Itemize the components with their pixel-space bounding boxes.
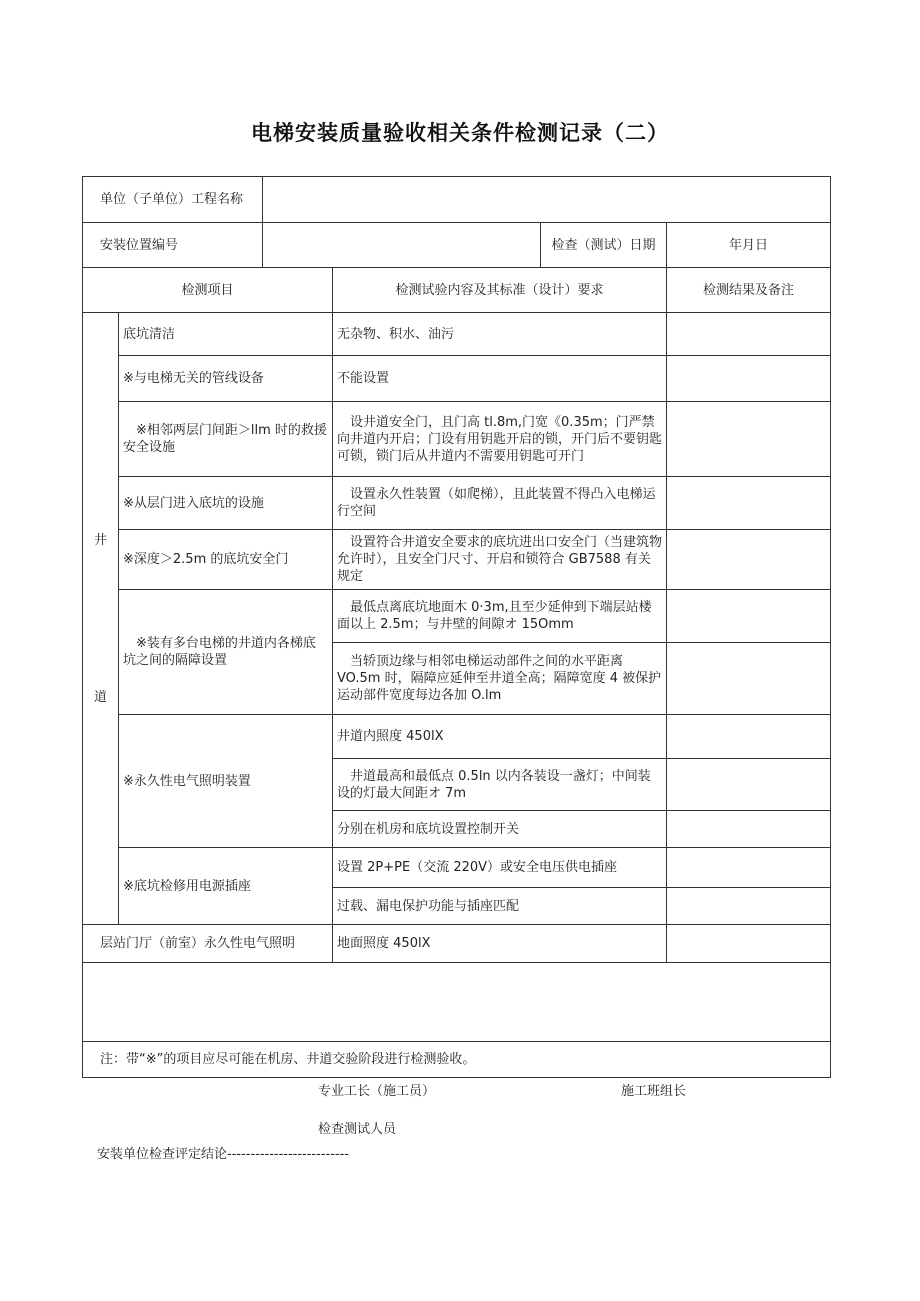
result-pit-door[interactable] xyxy=(667,530,831,590)
req-lighting-2: 井道最高和最低点 0.5ln 以内各装设一盏灯；中间装设的灯最大间距オ 7m xyxy=(333,759,667,811)
req-hall-lighting: 地面照度 450lX xyxy=(333,925,667,963)
result-lighting-1[interactable] xyxy=(667,715,831,759)
item-pit-clean: 底坑清洁 xyxy=(119,313,333,356)
item-rescue: ※相邻两层门间距＞llm 时的救援安全设施 xyxy=(119,402,333,477)
req-partition-1: 最低点离底坑地面木 0·3m,且至少延伸到下端层站楼面以上 2.5m；与井壁的间隙オ 15Omm xyxy=(333,590,667,643)
table-row xyxy=(83,356,831,402)
req-pipes: 不能设置 xyxy=(333,356,667,402)
table-row xyxy=(83,313,831,356)
req-lighting-1: 井道内照度 450lX xyxy=(333,715,667,759)
item-pit-access: ※从层门进入底坑的设施 xyxy=(119,477,333,530)
location-field[interactable] xyxy=(263,223,541,268)
table-row xyxy=(83,402,831,477)
table-row xyxy=(83,925,831,963)
item-partition: ※装有多台电梯的井道内各梯底坑之间的隔障设置 xyxy=(119,590,333,715)
req-rescue: 设井道安全门，且门高 tl.8m,门宽《0.35m；门严禁向井道内开启；门设有用钥匙开启的锁，开门后不要钥匙可锁，锁门后从井道内不需要用钥匙可开门 xyxy=(333,402,667,477)
foreman-signature-label: 专业工长（施工员） xyxy=(318,1084,436,1099)
req-socket-2: 过载、漏电保护功能与插座匹配 xyxy=(333,888,667,925)
item-pipes: ※与电梯无关的管线设备 xyxy=(119,356,333,402)
note-text: 注：带“※”的项目应尽可能在机房、井道交验阶段进行检测验收。 xyxy=(83,1042,831,1078)
req-lighting-3: 分别在机房和底坑设置控制开关 xyxy=(333,811,667,848)
table-row xyxy=(83,715,831,759)
shaft-label-top: 井 xyxy=(93,532,107,548)
page-title: 电梯安装质量验收相关条件检测记录（二） xyxy=(251,121,669,145)
blank-remarks-row xyxy=(83,963,831,1042)
inspector-signature-label: 检查测试人员 xyxy=(318,1122,397,1137)
shaft-group-label xyxy=(83,313,119,925)
shaft-label-bottom: 道 xyxy=(93,689,107,705)
column-header-requirement: 检测试验内容及其标准（设计）要求 xyxy=(333,268,667,313)
item-pit-door: ※深度＞2.5m 的底坑安全门 xyxy=(119,530,333,590)
result-lighting-2[interactable] xyxy=(667,759,831,811)
conclusion-label: 安装单位检查评定结论-------------------------- xyxy=(97,1147,349,1162)
result-pit-clean[interactable] xyxy=(667,313,831,356)
result-partition-1[interactable] xyxy=(667,590,831,643)
item-lighting: ※永久性电气照明装置 xyxy=(119,715,333,848)
project-name-label: 单位（子单位）工程名称 xyxy=(83,177,263,223)
column-header-row xyxy=(83,268,831,313)
req-pit-door: 设置符合井道安全要求的底坑进出口安全门（当建筑物允许时），且安全门尺寸、开启和锁符合 GB7588 有关规定 xyxy=(333,530,667,590)
column-header-result: 检测结果及备注 xyxy=(667,268,831,313)
item-hall-lighting: 层站门厅（前室）永久性电气照明 xyxy=(83,925,333,963)
result-rescue[interactable] xyxy=(667,402,831,477)
result-hall-lighting[interactable] xyxy=(667,925,831,963)
team-leader-signature-label: 施工班组长 xyxy=(621,1084,687,1099)
column-header-item: 检测项目 xyxy=(83,268,333,313)
result-lighting-3[interactable] xyxy=(667,811,831,848)
inspection-form-table xyxy=(82,176,831,1078)
result-pipes[interactable] xyxy=(667,356,831,402)
result-socket-2[interactable] xyxy=(667,888,831,925)
result-pit-access[interactable] xyxy=(667,477,831,530)
date-field[interactable]: 年月日 xyxy=(667,223,831,268)
table-row xyxy=(83,477,831,530)
req-pit-clean: 无杂物、积水、油污 xyxy=(333,313,667,356)
project-name-row xyxy=(83,177,831,223)
note-row xyxy=(83,1042,831,1078)
req-pit-access: 设置永久性装置（如爬梯），且此装置不得凸入电梯运行空间 xyxy=(333,477,667,530)
table-row xyxy=(83,530,831,590)
item-socket: ※底坑检修用电源插座 xyxy=(119,848,333,925)
location-label: 安装位置编号 xyxy=(83,223,263,268)
location-date-row xyxy=(83,223,831,268)
result-socket-1[interactable] xyxy=(667,848,831,888)
project-name-field[interactable] xyxy=(263,177,831,223)
req-partition-2: 当轿顶边缘与相邻电梯运动部件之间的水平距离 VO.5m 时，隔障应延伸至井道全高；隔障宽度 4 被保护运动部件宽度每边各加 O.lm xyxy=(333,643,667,715)
table-row xyxy=(83,590,831,643)
req-socket-1: 设置 2P+PE（交流 220V）或安全电压供电插座 xyxy=(333,848,667,888)
table-row xyxy=(83,848,831,888)
result-partition-2[interactable] xyxy=(667,643,831,715)
date-label: 检查（测试）日期 xyxy=(541,223,667,268)
blank-remarks-area[interactable] xyxy=(83,963,831,1042)
